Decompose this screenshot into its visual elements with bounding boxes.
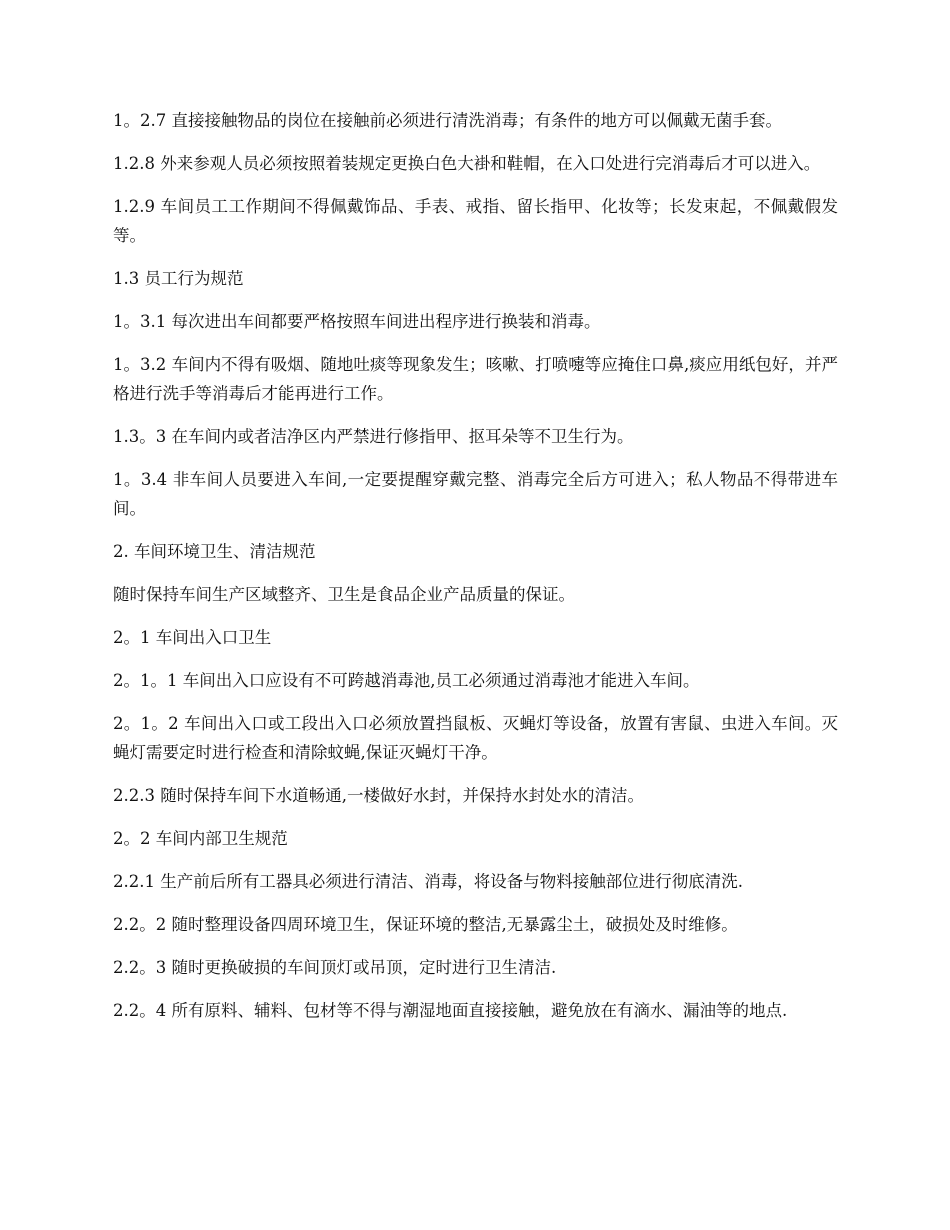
paragraph-1-2-9: 1.2.9 车间员工工作期间不得佩戴饰品、手表、戒指、留长指甲、化妆等；长发束起，不佩戴假发等。 bbox=[113, 197, 838, 245]
paragraph-1-3-1: 1。3.1 每次进出车间都要严格按照车间进出程序进行换装和消毒。 bbox=[113, 312, 601, 331]
paragraph-1-3-3: 1.3。3 在车间内或者洁净区内严禁进行修指甲、抠耳朵等不卫生行为。 bbox=[113, 427, 634, 446]
paragraph-2-2-1: 2.2.1 生产前后所有工器具必须进行清洁、消毒，将设备与物料接触部位进行彻底清洗. bbox=[113, 872, 743, 891]
paragraph-2-1-1: 2。1。1 车间出入口应设有不可跨越消毒池,员工必须通过消毒池才能进入车间。 bbox=[113, 671, 700, 690]
paragraph-2-2-2: 2.2。2 随时整理设备四周环境卫生，保证环境的整洁,无暴露尘土，破损处及时维修。 bbox=[113, 915, 738, 934]
section-heading-2-2: 2。2 车间内部卫生规范 bbox=[113, 829, 288, 848]
paragraph-1-3-4: 1。3.4 非车间人员要进入车间,一定要提醒穿戴完整、消毒完全后方可进入；私人物品不得带进车间。 bbox=[113, 470, 838, 518]
paragraph-2-2-4: 2.2。4 所有原料、辅料、包材等不得与潮湿地面直接接触，避免放在有滴水、漏油等的地点. bbox=[113, 1001, 788, 1020]
paragraph-2-1-2: 2。1。2 车间出入口或工段出入口必须放置挡鼠板、灭蝇灯等设备，放置有害鼠、虫进入车间。灭蝇灯需要定时进行检查和清除蚊蝇,保证灭蝇灯干净。 bbox=[113, 714, 838, 762]
paragraph-intro-2: 随时保持车间生产区域整齐、卫生是食品企业产品质量的保证。 bbox=[113, 585, 575, 604]
paragraph-1-3-2: 1。3.2 车间内不得有吸烟、随地吐痰等现象发生；咳嗽、打喷嚏等应掩住口鼻,痰应用纸包好，并严格进行洗手等消毒后才能再进行工作。 bbox=[113, 355, 838, 403]
paragraph-2-2-3: 2.2。3 随时更换破损的车间顶灯或吊顶，定时进行卫生清洁. bbox=[113, 958, 557, 977]
section-heading-1-3: 1.3 员工行为规范 bbox=[113, 269, 244, 288]
paragraph-1-2-8: 1.2.8 外来参观人员必须按照着装规定更换白色大褂和鞋帽，在入口处进行完消毒后才可以进入。 bbox=[113, 154, 821, 173]
section-heading-2-1: 2。1 车间出入口卫生 bbox=[113, 628, 272, 647]
section-heading-2: 2. 车间环境卫生、清洁规范 bbox=[113, 542, 316, 561]
paragraph-2-2-3-drain: 2.2.3 随时保持车间下水道畅通,一楼做好水封，并保持水封处水的清洁。 bbox=[113, 786, 644, 805]
paragraph-1-2-7: 1。2.7 直接接触物品的岗位在接触前必须进行清洗消毒；有条件的地方可以佩戴无菌手套。 bbox=[113, 111, 782, 130]
